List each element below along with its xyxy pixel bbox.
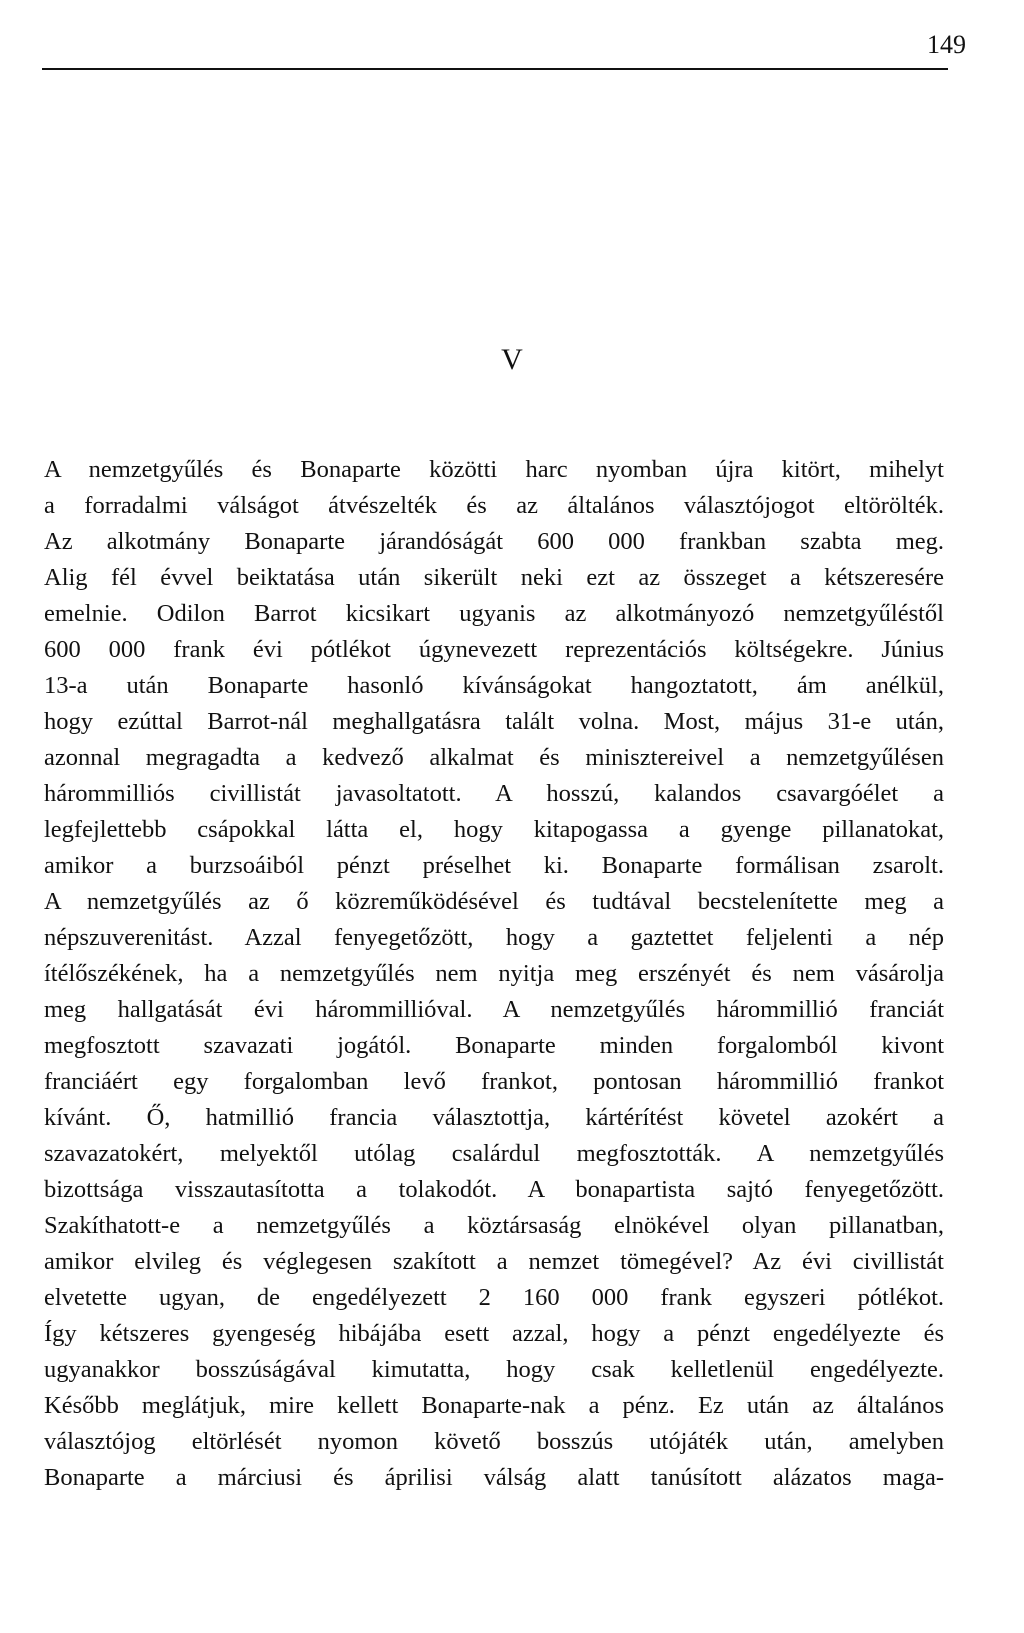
page-number: 149 <box>927 30 966 59</box>
text-line: 13-a után Bonaparte hasonló kívánságokat hangoztatott, ám anélkül, <box>44 672 944 699</box>
text-line: ugyanakkor bosszúságával kimutatta, hogy csak kelletlenül engedélyezte. <box>44 1356 944 1383</box>
text-line: 600 000 frank évi pótlékot úgynevezett reprezentációs költségekre. Június <box>44 636 944 663</box>
text-line: bizottsága visszautasította a tolakodót. A bonapartista sajtó fenyegetőzött. <box>44 1176 944 1203</box>
text-line: elvetette ugyan, de engedélyezett 2 160 000 frank egyszeri pótlékot. <box>44 1284 944 1311</box>
text-line: megfosztott szavazati jogától. Bonaparte minden forgalomból kivont <box>44 1032 944 1059</box>
text-line: meg hallgatását évi hárommillióval. A nemzetgyűlés hárommillió franciát <box>44 996 944 1023</box>
text-line: amikor elvileg és véglegesen szakított a nemzet tömegével? Az évi civillistát <box>44 1248 944 1275</box>
text-line: kívánt. Ő, hatmillió francia választottja, kártérítést követel azokért a <box>44 1104 944 1131</box>
text-line: Az alkotmány Bonaparte járandóságát 600 000 frankban szabta meg. <box>44 528 944 555</box>
text-line: Később meglátjuk, mire kellett Bonaparte-nak a pénz. Ez után az általános <box>44 1392 944 1419</box>
text-line: franciáért egy forgalomban levő frankot, pontosan hárommillió frankot <box>44 1068 944 1095</box>
header-rule <box>42 68 948 70</box>
text-line: a forradalmi válságot átvészelték és az általános választójogot eltörölték. <box>44 492 944 519</box>
text-line: emelnie. Odilon Barrot kicsikart ugyanis az alkotmányozó nemzetgyűléstől <box>44 600 944 627</box>
text-line: ítélőszékének, ha a nemzetgyűlés nem nyitja meg erszényét és nem vásárolja <box>44 960 944 987</box>
text-line: választójog eltörlését nyomon követő bosszús utójáték után, amelyben <box>44 1428 944 1455</box>
text-line: Bonaparte a márciusi és áprilisi válság alatt tanúsított alázatos maga- <box>44 1464 944 1491</box>
body-text <box>44 452 944 1496</box>
text-line: hogy ezúttal Barrot-nál meghallgatásra talált volna. Most, május 31-e után, <box>44 708 944 735</box>
chapter-heading: V <box>501 343 523 376</box>
text-line: hárommilliós civillistát javasoltatott. A hosszú, kalandos csavargóélet a <box>44 780 944 807</box>
text-line: Alig fél évvel beiktatása után sikerült neki ezt az összeget a kétszeresére <box>44 564 944 591</box>
text-line: népszuverenitást. Azzal fenyegetőzött, hogy a gaztettet feljelenti a nép <box>44 924 944 951</box>
text-line: A nemzetgyűlés az ő közreműködésével és tudtával becstelenítette meg a <box>44 888 944 915</box>
text-line: azonnal megragadta a kedvező alkalmat és minisztereivel a nemzetgyűlésen <box>44 744 944 771</box>
text-line: legfejlettebb csápokkal látta el, hogy kitapogassa a gyenge pillanatokat, <box>44 816 944 843</box>
text-line: amikor a burzsoáiból pénzt préselhet ki. Bonaparte formálisan zsarolt. <box>44 852 944 879</box>
text-line: Így kétszeres gyengeség hibájába esett azzal, hogy a pénzt engedélyezte és <box>44 1320 944 1347</box>
text-line: Szakíthatott-e a nemzetgyűlés a köztársaság elnökével olyan pillanatban, <box>44 1212 944 1239</box>
text-line: A nemzetgyűlés és Bonaparte közötti harc nyomban újra kitört, mihelyt <box>44 456 944 483</box>
text-line: szavazatokért, melyektől utólag csalárdul megfosztották. A nemzetgyűlés <box>44 1140 944 1167</box>
